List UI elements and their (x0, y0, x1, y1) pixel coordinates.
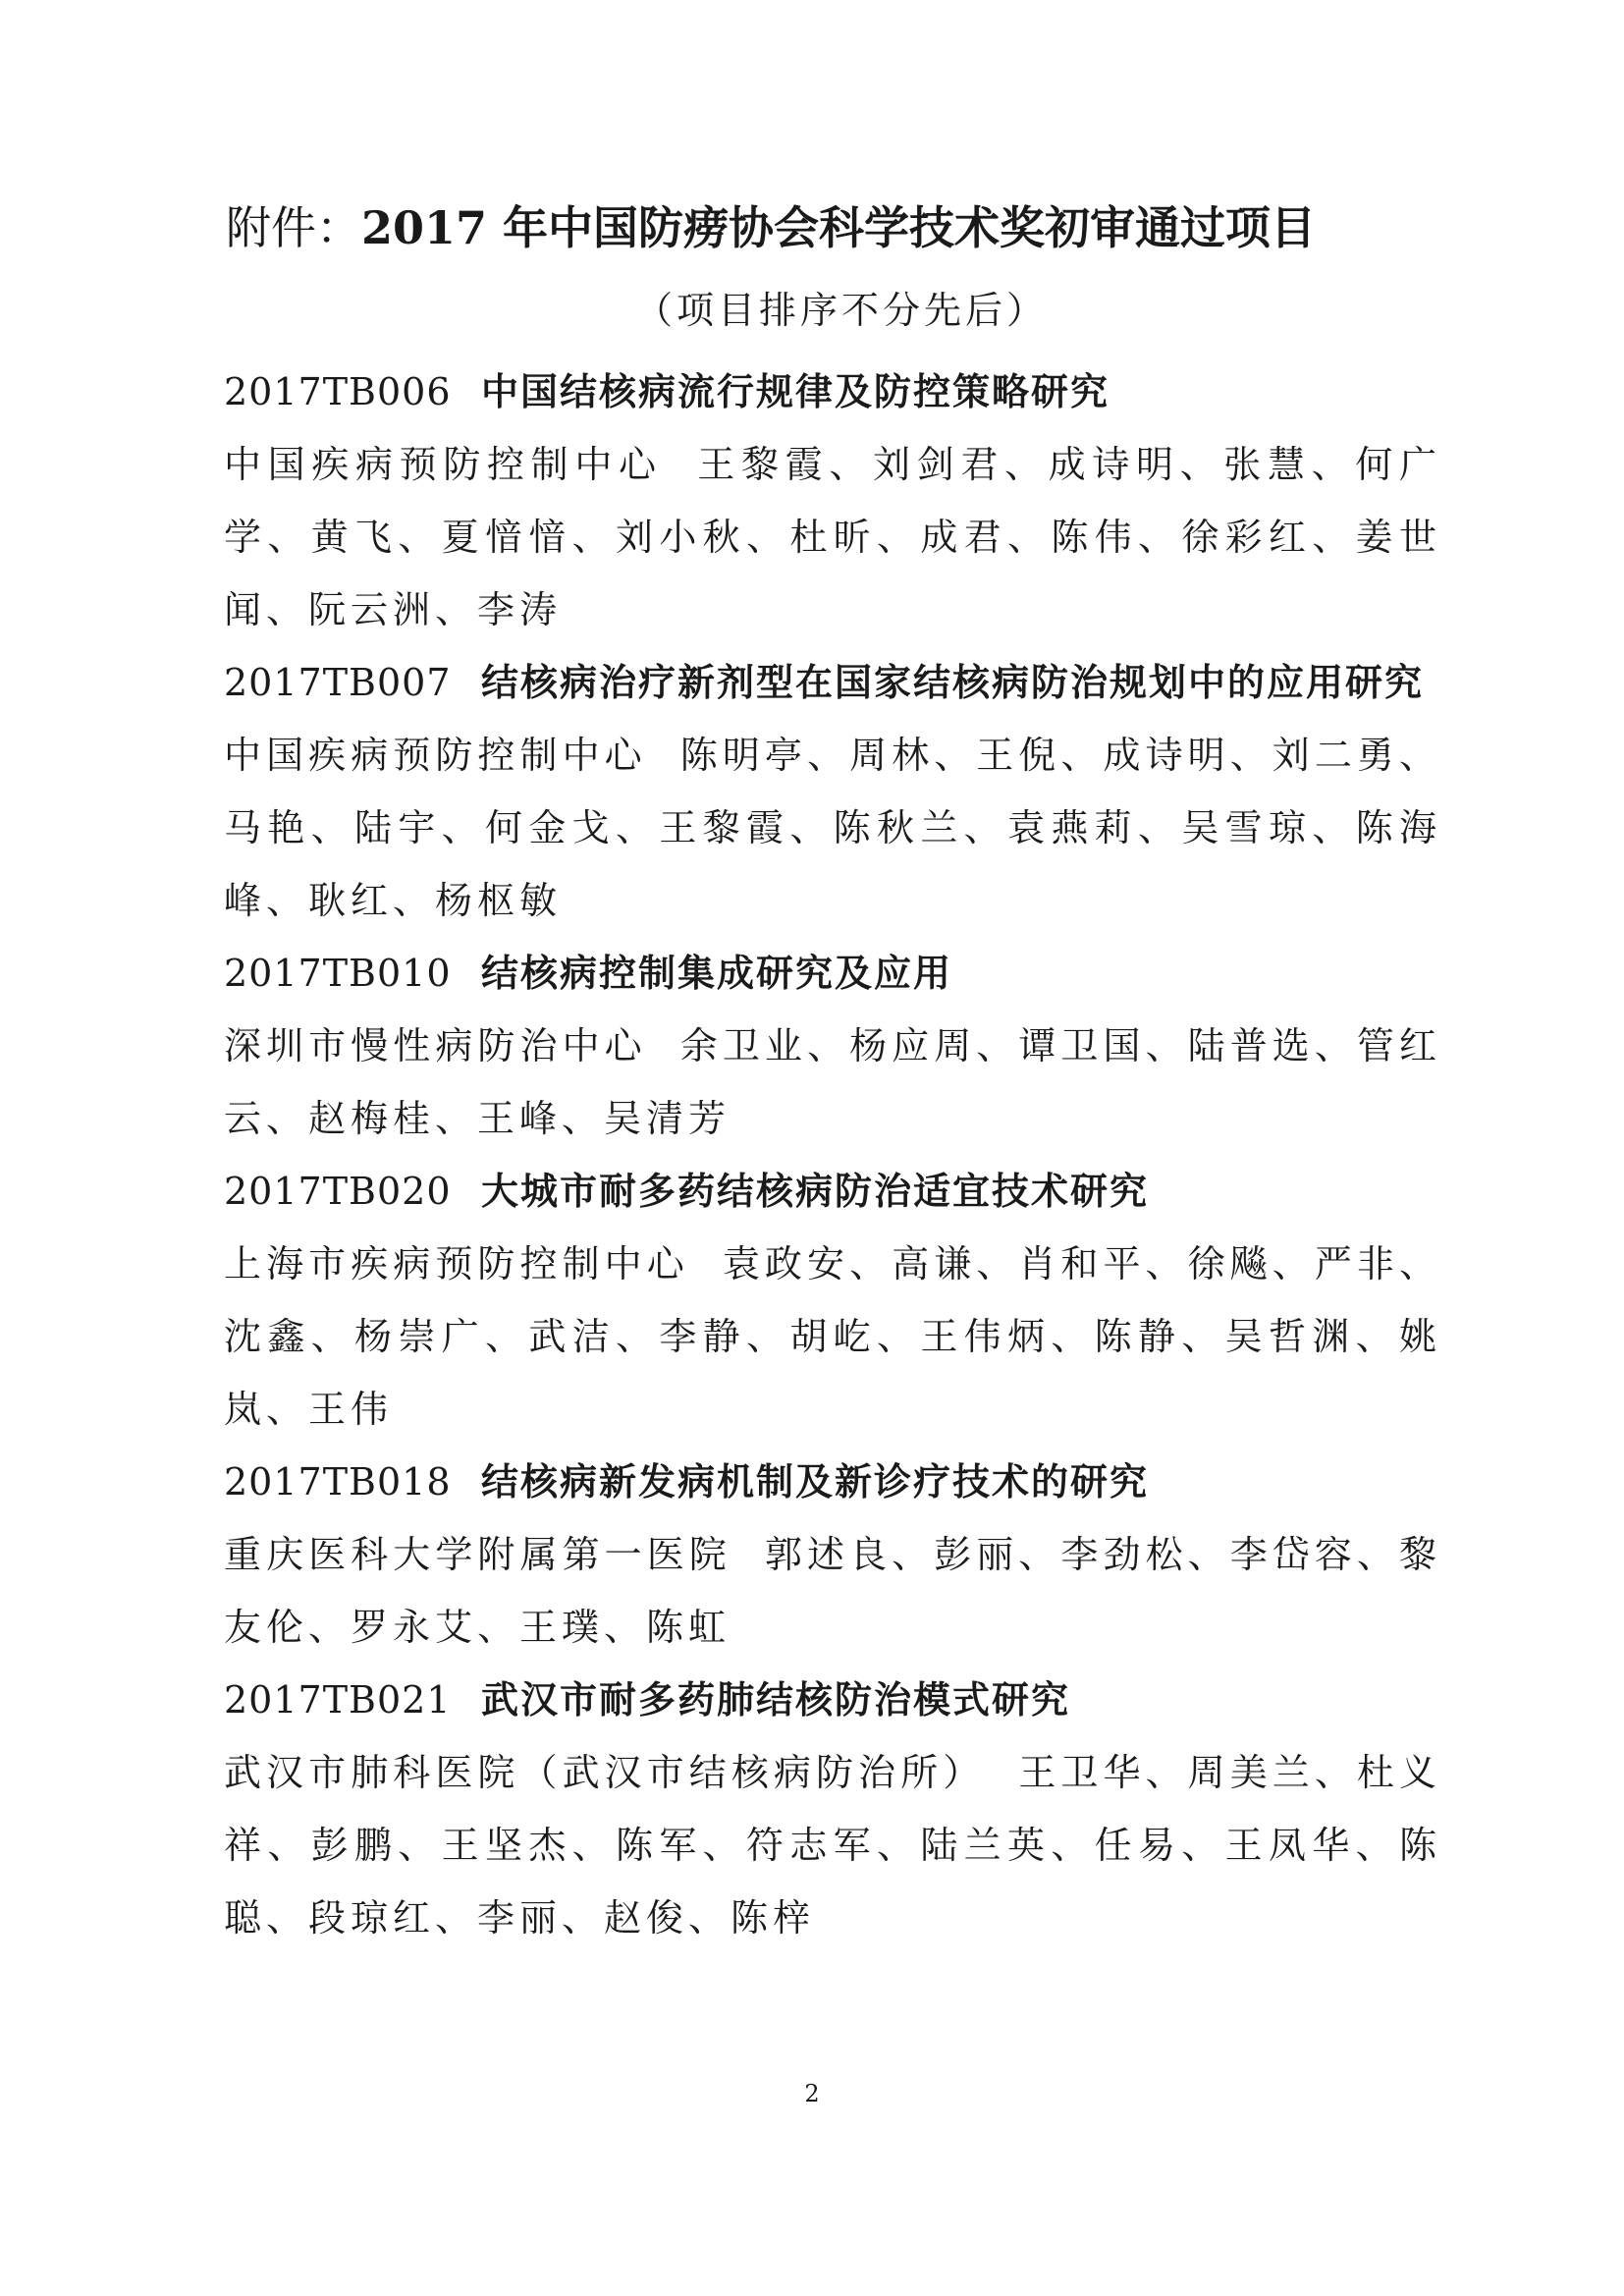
project-list (224, 355, 1441, 1954)
project-heading (224, 937, 1441, 1010)
project-heading (224, 355, 1441, 428)
project-institution: 重庆医科大学附属第一医院 (224, 1533, 731, 1576)
project-code: 2017TB018 (224, 1460, 452, 1503)
project-name: 结核病治疗新剂型在国家结核病防治规划中的应用研究 (480, 660, 1424, 704)
document-subtitle: （项目排序不分先后） (634, 289, 1048, 332)
project-details (224, 1518, 1441, 1664)
project-code: 2017TB021 (224, 1678, 452, 1722)
project-details (224, 1736, 1441, 1954)
project-heading (224, 646, 1441, 719)
project-entry (224, 1664, 1441, 1954)
project-members: 余卫业、杨应周、谭卫国、陆普选、管红云、赵梅桂、王峰、吴清芳 (224, 1024, 1441, 1140)
project-details (224, 428, 1441, 646)
document-title (226, 196, 1453, 259)
title-main: 2017 年中国防痨协会科学技术奖初审通过项目 (361, 201, 1317, 254)
title-prefix: 附件： (226, 201, 361, 254)
project-name: 武汉市耐多药肺结核防治模式研究 (480, 1677, 1070, 1722)
project-name: 结核病控制集成研究及应用 (480, 951, 952, 995)
project-heading (224, 1664, 1441, 1736)
project-details (224, 719, 1441, 937)
project-details (224, 1228, 1441, 1446)
project-entry (224, 1155, 1441, 1446)
project-institution: 武汉市肺科医院（武汉市结核病防治所） (224, 1751, 986, 1794)
project-code: 2017TB010 (224, 952, 452, 995)
project-members: 王黎霞、刘剑君、成诗明、张慧、何广学、黄飞、夏愔愔、刘小秋、杜昕、成君、陈伟、徐彩红、姜世闻、阮云洲、李涛 (224, 443, 1441, 631)
project-institution: 中国疾病预防控制中心 (224, 443, 663, 486)
project-entry (224, 355, 1441, 646)
project-entry (224, 1446, 1441, 1664)
project-name: 大城市耐多药结核病防治适宜技术研究 (480, 1169, 1149, 1213)
project-entry (224, 937, 1441, 1155)
project-code: 2017TB006 (224, 370, 452, 413)
project-members: 郭述良、彭丽、李劲松、李岱容、黎友伦、罗永艾、王璞、陈虹 (224, 1533, 1441, 1649)
project-institution: 深圳市慢性病防治中心 (224, 1024, 647, 1067)
project-name: 中国结核病流行规律及防控策略研究 (480, 369, 1110, 413)
project-members: 袁政安、高谦、肖和平、徐飚、严非、沈鑫、杨崇广、武洁、李静、胡屹、王伟炳、陈静、吴哲渊、姚岚、王伟 (224, 1242, 1441, 1431)
project-heading (224, 1155, 1441, 1228)
project-heading (224, 1446, 1441, 1518)
project-members: 陈明亭、周林、王倪、成诗明、刘二勇、马艳、陆宇、何金戈、王黎霞、陈秋兰、袁燕莉、吴雪琼、陈海峰、耿红、杨枢敏 (224, 734, 1441, 922)
page-number: 2 (804, 2080, 820, 2107)
project-members: 王卫华、周美兰、杜义祥、彭鹏、王坚杰、陈军、符志军、陆兰英、任易、王凤华、陈聪、段琼红、李丽、赵俊、陈梓 (224, 1751, 1441, 1940)
project-details (224, 1010, 1441, 1155)
project-entry (224, 646, 1441, 937)
project-code: 2017TB007 (224, 661, 452, 704)
project-institution: 上海市疾病预防控制中心 (224, 1242, 689, 1285)
project-code: 2017TB020 (224, 1170, 452, 1213)
project-name: 结核病新发病机制及新诊疗技术的研究 (480, 1459, 1149, 1503)
project-institution: 中国疾病预防控制中心 (224, 734, 647, 777)
